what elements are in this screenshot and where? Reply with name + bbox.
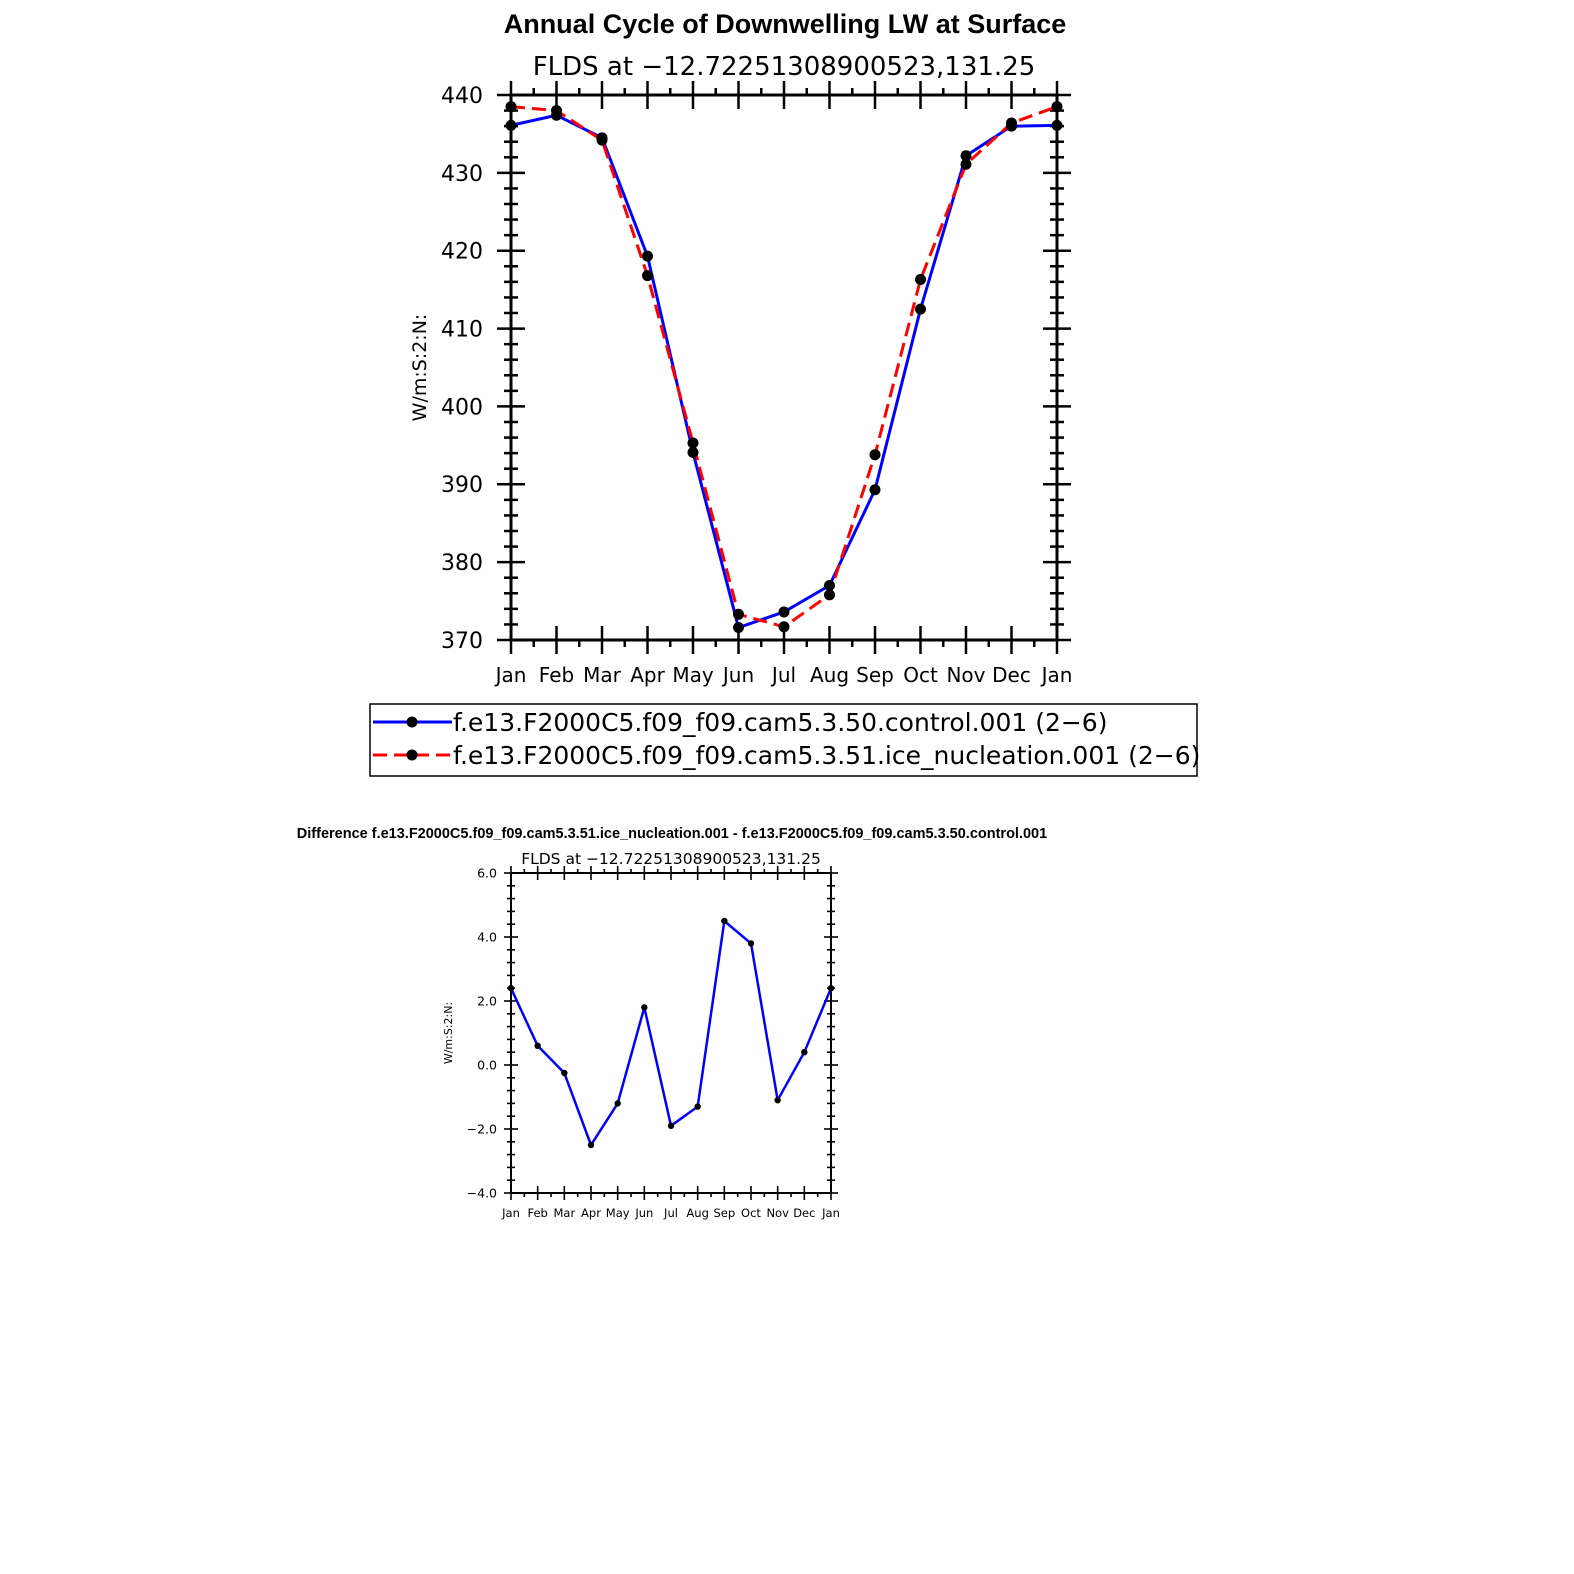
x-tick-label: Dec <box>793 1206 816 1220</box>
data-point <box>774 1097 780 1103</box>
series-line <box>511 107 1057 627</box>
data-point <box>506 120 517 131</box>
legend-marker <box>407 750 418 761</box>
y-axis-label: W/m:S:2:N: <box>442 1001 455 1065</box>
plot-frame <box>511 873 831 1193</box>
data-point <box>694 1103 700 1109</box>
x-tick-label: Aug <box>686 1206 709 1220</box>
data-point <box>641 1004 647 1010</box>
x-tick-label: May <box>672 663 714 687</box>
y-tick-label: −4.0 <box>466 1185 497 1201</box>
data-point <box>870 484 881 495</box>
data-point <box>597 135 608 146</box>
x-tick-label: Jul <box>771 663 797 687</box>
legend-entry: f.e13.F2000C5.f09_f09.cam5.3.51.ice_nucleation.001 (2−6) <box>453 741 1201 770</box>
data-point <box>1052 120 1063 131</box>
x-tick-label: Oct <box>741 1206 761 1220</box>
data-point <box>824 589 835 600</box>
x-tick-label: Mar <box>583 663 621 687</box>
data-point <box>561 1070 567 1076</box>
x-tick-label: Oct <box>903 663 938 687</box>
series-line <box>511 115 1057 627</box>
y-tick-label: 4.0 <box>477 929 497 945</box>
data-point <box>870 449 881 460</box>
plot-subtitle: FLDS at −12.72251308900523,131.25 <box>532 52 1036 82</box>
x-tick-label: Sep <box>856 663 894 687</box>
data-point <box>1052 101 1063 112</box>
y-tick-label: 380 <box>441 551 483 577</box>
data-point <box>779 621 790 632</box>
y-tick-label: 440 <box>441 83 483 109</box>
data-point <box>551 105 562 116</box>
x-tick-label: Mar <box>553 1206 576 1220</box>
data-point <box>642 251 653 262</box>
plot-subtitle: FLDS at −12.72251308900523,131.25 <box>521 850 821 868</box>
y-tick-label: 390 <box>441 473 483 499</box>
data-point <box>721 918 727 924</box>
legend-marker <box>407 717 418 728</box>
y-tick-label: 410 <box>441 317 483 343</box>
y-tick-label: 0.0 <box>477 1057 497 1073</box>
main-title: Annual Cycle of Downwelling LW at Surface <box>503 9 1067 39</box>
x-tick-label: Nov <box>946 663 986 687</box>
y-tick-label: 420 <box>441 239 483 265</box>
data-point <box>588 1142 594 1148</box>
data-point <box>801 1049 807 1055</box>
annual-cycle-plot <box>409 52 1072 687</box>
data-point <box>534 1043 540 1049</box>
x-tick-label: Jan <box>495 663 527 687</box>
y-tick-label: 430 <box>441 161 483 187</box>
x-tick-label: Jan <box>822 1206 840 1220</box>
data-point <box>1006 118 1017 129</box>
data-point <box>915 274 926 285</box>
x-tick-label: Sep <box>713 1206 736 1220</box>
y-tick-label: 6.0 <box>477 865 497 881</box>
data-point <box>828 985 834 991</box>
x-tick-label: Feb <box>527 1206 548 1220</box>
x-tick-label: Feb <box>538 663 575 687</box>
y-tick-label: 370 <box>441 628 483 654</box>
data-point <box>733 622 744 633</box>
y-tick-label: −2.0 <box>466 1121 497 1137</box>
y-tick-label: 400 <box>441 395 483 421</box>
series-line <box>511 921 831 1145</box>
difference-plot <box>442 850 840 1220</box>
data-point <box>961 159 972 170</box>
x-tick-label: Nov <box>766 1206 789 1220</box>
x-tick-label: Apr <box>581 1206 601 1220</box>
x-tick-label: Jan <box>502 1206 520 1220</box>
y-tick-label: 2.0 <box>477 993 497 1009</box>
x-tick-label: Apr <box>630 663 665 687</box>
x-tick-label: Dec <box>992 663 1031 687</box>
y-axis-label: W/m:S:2:N: <box>409 313 431 422</box>
data-point <box>748 940 754 946</box>
legend <box>370 704 1200 776</box>
data-point <box>779 606 790 617</box>
data-point <box>642 270 653 281</box>
data-point <box>688 438 699 449</box>
data-point <box>915 304 926 315</box>
data-point <box>733 609 744 620</box>
data-point <box>668 1123 674 1129</box>
x-tick-label: Jun <box>722 663 755 687</box>
difference-title: Difference f.e13.F2000C5.f09_f09.cam5.3.51.ice_nucleation.001 - f.e13.F2000C5.f09_f09.cam5.3.50.control.001 <box>296 826 1048 842</box>
data-point <box>506 101 517 112</box>
x-tick-label: Aug <box>809 663 850 687</box>
data-point <box>508 985 514 991</box>
data-point <box>614 1100 620 1106</box>
plot-frame <box>511 95 1057 640</box>
legend-entry: f.e13.F2000C5.f09_f09.cam5.3.50.control.001 (2−6) <box>453 708 1108 737</box>
x-tick-label: Jan <box>1041 663 1073 687</box>
x-tick-label: Jul <box>664 1206 678 1220</box>
x-tick-label: Jun <box>635 1206 654 1220</box>
x-tick-label: May <box>605 1206 630 1220</box>
